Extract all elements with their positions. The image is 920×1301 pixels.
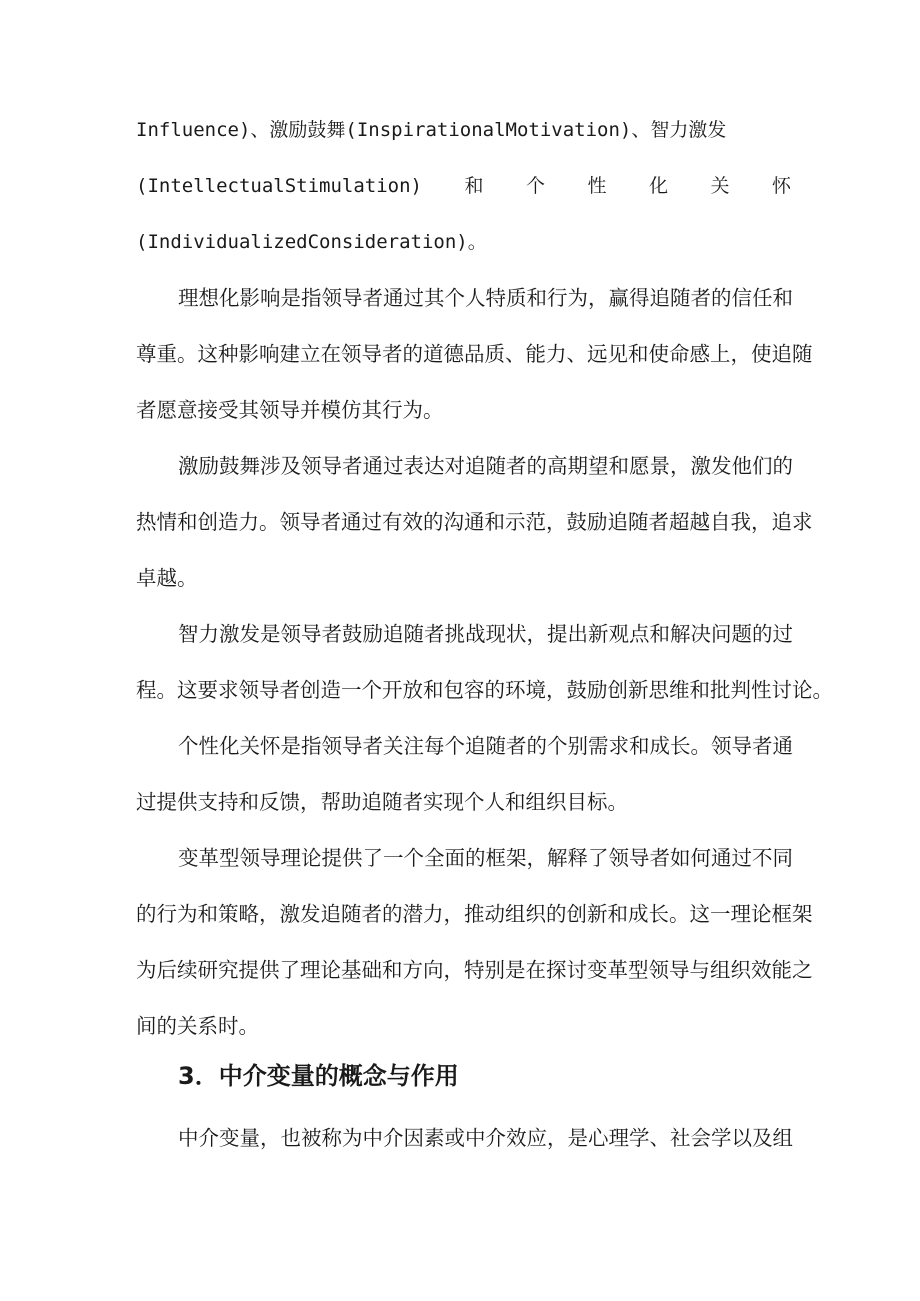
paragraph-mediator-line-1: 中介变量，也被称为中介因素或中介效应，是心理学、社会学以及组 xyxy=(178,1126,793,1150)
paragraph-idealized-line-1: 理想化影响是指领导者通过其个人特质和行为，赢得追随者的信任和 xyxy=(178,286,793,310)
term-intellectual-stimulation: (IntellectualStimulation) xyxy=(136,175,422,197)
word: 关 xyxy=(710,175,730,197)
word: 化 xyxy=(648,175,668,197)
paragraph-summary-line-4: 间的关系时。 xyxy=(136,1014,259,1038)
paragraph-intellectual-line-1: 智力激发是领导者鼓励追随者挑战现状，提出新观点和解决问题的过 xyxy=(178,622,793,646)
paragraph-idealized-line-3: 者愿意接受其领导并模仿其行为。 xyxy=(136,398,444,422)
paragraph-intellectual-line-2: 程。这要求领导者创造一个开放和包容的环境，鼓励创新思维和批判性讨论。 xyxy=(136,678,833,702)
text-line xyxy=(136,172,791,200)
word: 和 xyxy=(464,175,484,197)
paragraph-inspirational-line-1: 激励鼓舞涉及领导者通过表达对追随者的高期望和愿景，激发他们的 xyxy=(178,454,793,478)
word: 性 xyxy=(587,175,607,197)
paragraph-summary-line-3: 为后续研究提供了理论基础和方向，特别是在探讨变革型领导与组织效能之 xyxy=(136,958,813,982)
paragraph-individualized-line-1: 个性化关怀是指领导者关注每个追随者的个别需求和成长。领导者通 xyxy=(178,734,793,758)
paragraph-summary-line-1: 变革型领导理论提供了一个全面的框架，解释了领导者如何通过不同 xyxy=(178,846,793,870)
word: 个 xyxy=(525,175,545,197)
paragraph-inspirational-line-3: 卓越。 xyxy=(136,566,198,590)
paragraph-individualized-line-2: 过提供支持和反馈，帮助追随者实现个人和组织目标。 xyxy=(136,790,628,814)
word: 怀 xyxy=(771,175,791,197)
paragraph-idealized-line-2: 尊重。这种影响建立在领导者的道德品质、能力、远见和使命感上，使追随 xyxy=(136,342,813,366)
paragraph-inspirational-line-2: 热情和创造力。领导者通过有效的沟通和示范，鼓励追随者超越自我，追求 xyxy=(136,510,813,534)
text-line: Influence)、激励鼓舞(InspirationalMotivation)、智力激发 xyxy=(136,119,727,141)
section-heading: 3．中介变量的概念与作用 xyxy=(178,1062,459,1090)
paragraph-summary-line-2: 的行为和策略，激发追随者的潜力，推动组织的创新和成长。这一理论框架 xyxy=(136,902,813,926)
text-line: (IndividualizedConsideration)。 xyxy=(136,231,487,253)
